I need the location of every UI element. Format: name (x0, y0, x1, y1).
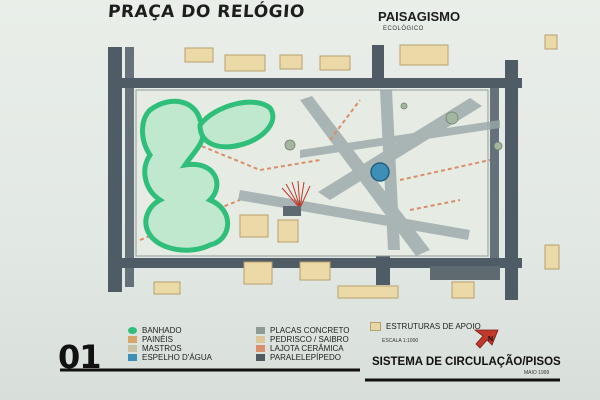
legend-swatch (128, 327, 137, 334)
building-n5 (400, 45, 448, 65)
building-e (545, 245, 559, 269)
block-se (430, 266, 500, 280)
building-s2 (300, 262, 330, 280)
svg-text:N: N (488, 336, 494, 343)
road-east-2 (490, 84, 499, 260)
building-se (452, 282, 474, 298)
scale-label: ESCALA 1:1000 (382, 338, 419, 344)
legend-item-paralelepipedo: PARALELEPÍPEDO (256, 353, 349, 362)
plan-subtitle-note: ECOLÓGICO (383, 26, 424, 32)
building-c2 (278, 220, 298, 242)
building-n1 (185, 48, 213, 62)
legend-item-banhado: BANHADO (128, 326, 212, 335)
legend-swatch (128, 336, 137, 343)
plan-subtitle: PAISAGISMO (378, 9, 461, 24)
water-mirror (371, 163, 389, 181)
plan-title: PRAÇA DO RELÓGIO (107, 2, 306, 22)
drawing-date: MAIO 1999 (524, 370, 550, 376)
tree (401, 103, 407, 109)
legend-swatch (256, 336, 265, 343)
legend-col2 (256, 326, 349, 362)
legend-swatch (128, 345, 137, 352)
north-arrow-icon (475, 330, 498, 348)
road-north-spur (372, 45, 384, 85)
sheet-number: 01 (58, 338, 101, 376)
legend-swatch (256, 327, 265, 334)
legend-item-paineis: PAINÉIS (128, 335, 212, 344)
building-n2 (225, 55, 265, 71)
legend-item-pedrisco: PEDRISCO / SAIBRO (256, 335, 349, 344)
building-n4 (320, 56, 350, 70)
legend-col1 (128, 326, 212, 362)
building-ne (545, 35, 557, 49)
road-north (112, 78, 522, 88)
building-sw (154, 282, 180, 294)
legend-swatch (256, 345, 265, 352)
legend-col3 (370, 322, 481, 331)
legend-swatch (370, 322, 381, 331)
drawing-title: SISTEMA DE CIRCULAÇÃO/PISOS (372, 356, 561, 368)
tree (494, 142, 502, 150)
building-n3 (280, 55, 302, 69)
building-c1 (240, 215, 268, 237)
legend-item-espelho: ESPELHO D'ÁGUA (128, 353, 212, 362)
tree (446, 112, 458, 124)
legend-item-estruturas: ESTRUTURAS DE APOIO (370, 322, 481, 331)
legend-item-placas: PLACAS CONCRETO (256, 326, 349, 335)
legend-swatch (256, 354, 265, 361)
legend-item-lajota: LAJOTA CERÂMICA (256, 344, 349, 353)
building-s3 (338, 286, 398, 298)
legend-item-mastros: MASTROS (128, 344, 212, 353)
road-east (505, 60, 518, 300)
tree (285, 140, 295, 150)
building-s1 (244, 262, 272, 284)
block-c (283, 206, 301, 216)
legend-swatch (128, 354, 137, 361)
